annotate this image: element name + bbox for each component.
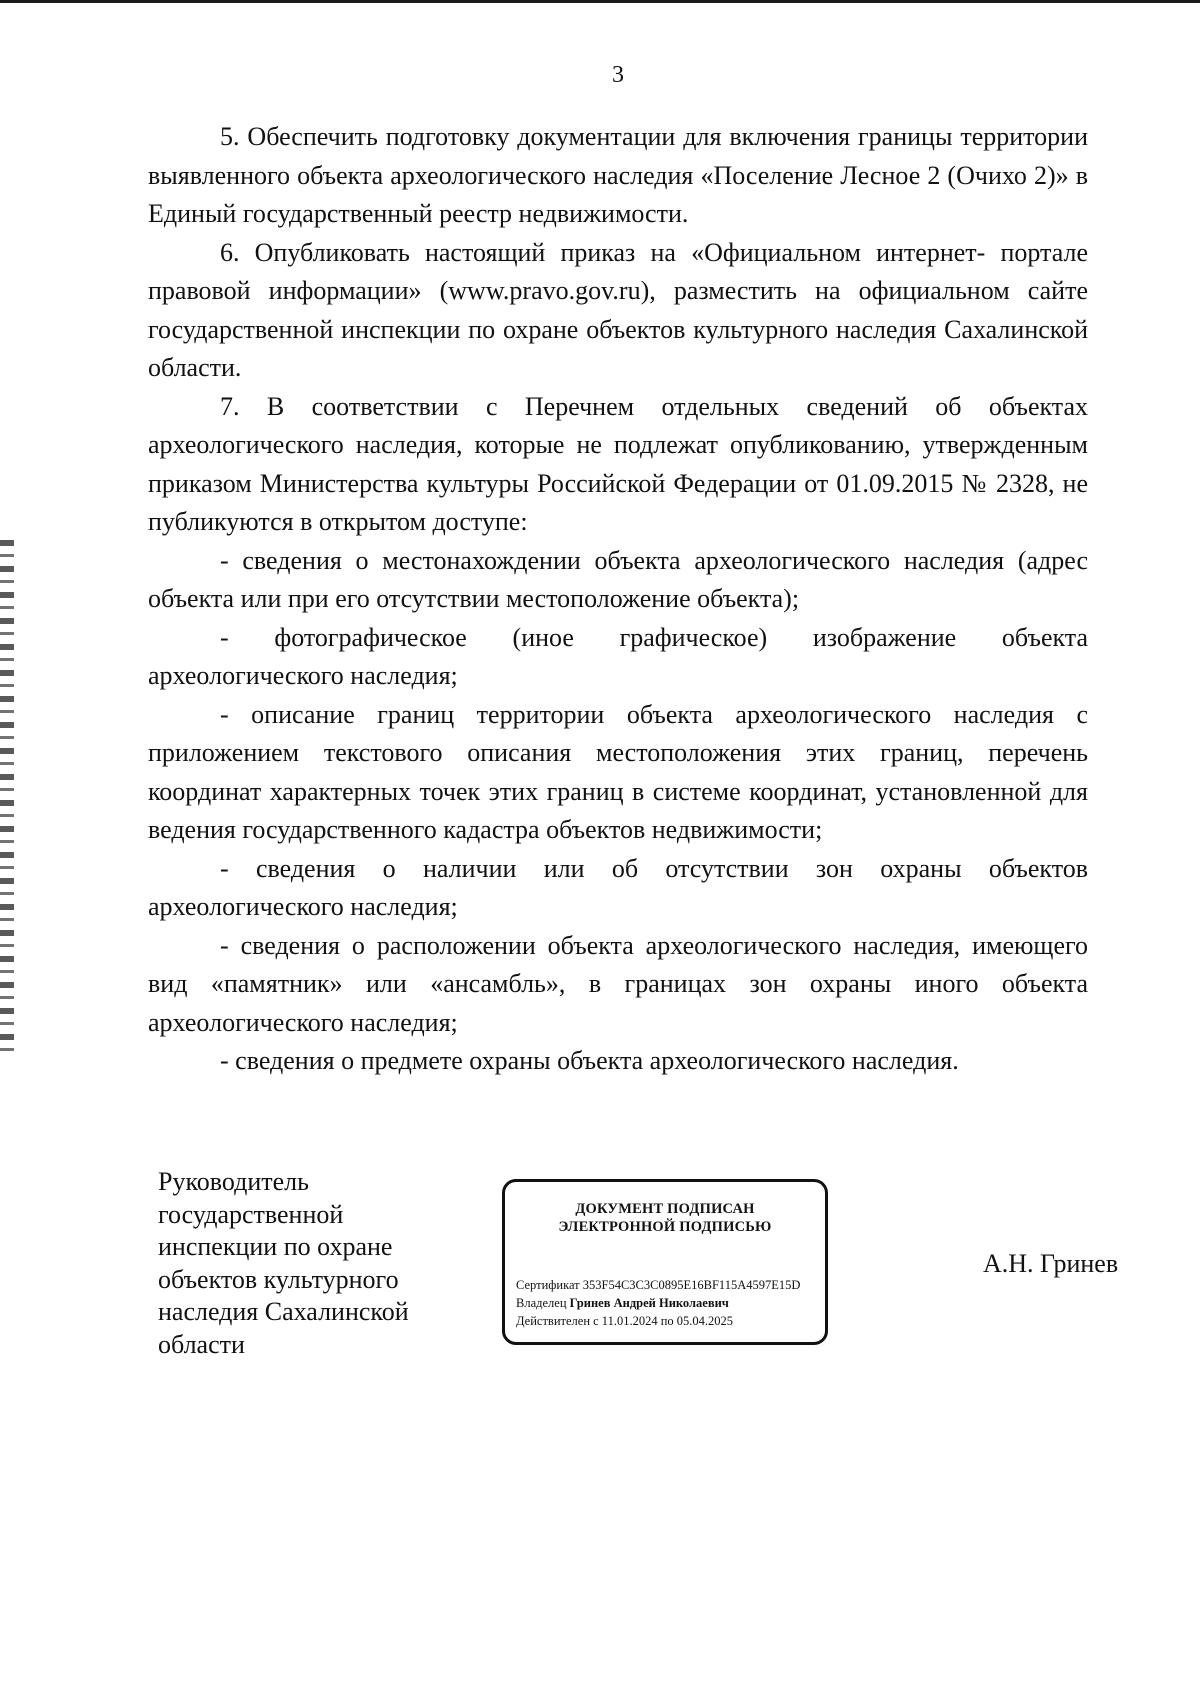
list-item-protection-zones: - сведения о наличии или об отсутствии зон охраны объектов археологического наследия;: [148, 853, 1088, 921]
list-item-boundaries: - описание границ территории объекта археологического наследия с приложением текстового описания местоположения этих границ, перечень координат характерных точек этих границ в системе координат, установленной для ведения государственного кадастра объектов недвижимости;: [148, 699, 1088, 844]
signer-name: А.Н. Гринев: [983, 1249, 1119, 1278]
list-item-image: - фотографическое (иное графическое) изображение объекта археологического наследия;: [148, 622, 1088, 690]
signatory-line: наследия Сахалинской: [158, 1297, 409, 1326]
paragraph-7: 7. В соответствии с Перечнем отдельных сведений об объектах археологического наследия, которые не подлежат опубликованию, утвержденным приказом Министерства культуры Российской Федерации от 01.09.2015 № 2328, не публикуются в открытом доступе:: [148, 391, 1088, 536]
stamp-details: [516, 1276, 826, 1330]
electronic-signature-stamp: [502, 1179, 828, 1345]
stamp-certificate: [516, 1276, 826, 1294]
stamp-owner: [516, 1294, 826, 1312]
signatory-line: инспекции по охране: [158, 1232, 393, 1261]
list-item-placement: - сведения о расположении объекта археологического наследия, имеющего вид «памятник» или «ансамбль», в границах зон охраны иного объекта археологического наследия;: [148, 930, 1088, 1037]
stamp-validity: Действителен с 11.01.2024 по 05.04.2025: [516, 1314, 734, 1328]
certificate-label: Сертификат: [516, 1278, 580, 1292]
signatory-line: объектов культурного: [158, 1264, 399, 1294]
certificate-number: 353F54C3C3C0895E16BF115A4597E15D: [582, 1278, 801, 1292]
page-number: 3: [612, 62, 624, 88]
list-item-location: - сведения о местонахождении объекта археологического наследия (адрес объекта или при его отсутствии местоположение объекта);: [148, 545, 1088, 613]
list-item-protection-subject: - сведения о предмете охраны объекта археологического наследия.: [220, 1046, 959, 1075]
signatory-line: Руководитель: [158, 1167, 309, 1196]
signatory-title: [158, 1166, 458, 1361]
owner-label: Владелец: [516, 1296, 567, 1310]
stamp-title: [505, 1200, 825, 1236]
top-scan-edge: [0, 0, 1200, 3]
owner-name: Гринев Андрей Николаевич: [569, 1296, 729, 1310]
left-scan-edge: [0, 540, 14, 1060]
paragraph-6: 6. Опубликовать настоящий приказ на «Официальном интернет- портале правовой информации» (www.pravo.gov.ru), разместить на официальном сайте государственной инспекции по охране объектов культурного наследия Сахалинской области.: [148, 237, 1088, 382]
paragraph-5: 5. Обеспечить подготовку документации для включения границы территории выявленного объекта археологического наследия «Поселение Лесное 2 (Очихо 2)» в Единый государственный реестр недвижимости.: [148, 122, 1088, 228]
document-body: [148, 118, 1088, 1081]
stamp-title-line: ЭЛЕКТРОННОЙ ПОДПИСЬЮ: [558, 1219, 772, 1235]
signatory-line: государственной: [158, 1199, 344, 1229]
signatory-line: области: [158, 1329, 245, 1359]
stamp-title-line: ДОКУМЕНТ ПОДПИСАН: [575, 1201, 755, 1217]
